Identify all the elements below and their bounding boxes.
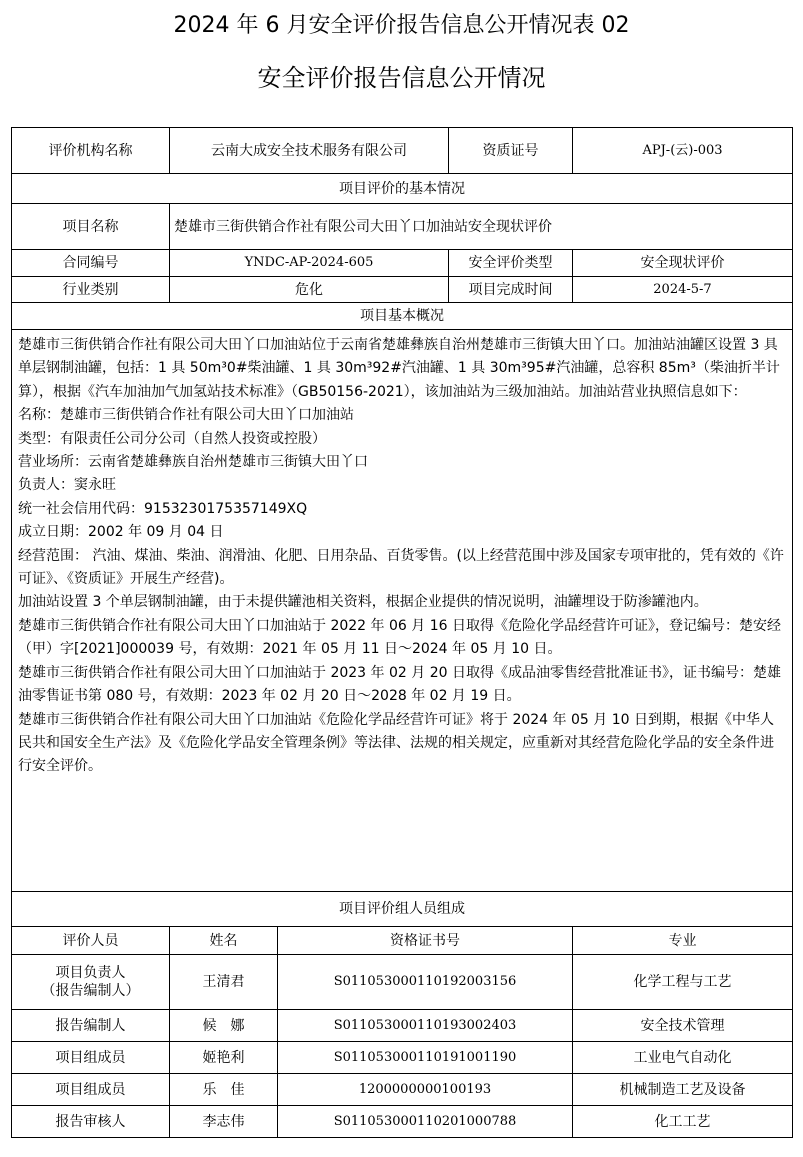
team-name: 乐 佳 — [170, 1074, 278, 1106]
overview-paragraph: 类型：有限责任公司分公司（自然人投资或控股） — [18, 430, 326, 447]
project-name-label: 项目名称 — [12, 204, 170, 250]
team-major: 工业电气自动化 — [573, 1042, 793, 1074]
org-value: 云南大成安全技术服务有限公司 — [170, 128, 449, 174]
column-header: 评价人员 — [12, 927, 170, 955]
contract-value: YNDC-AP-2024-605 — [170, 250, 449, 277]
team-major: 安全技术管理 — [573, 1010, 793, 1042]
team-cert: S011053000110201000788 — [278, 1106, 573, 1138]
team-name: 李志伟 — [170, 1106, 278, 1138]
team-name: 王清君 — [170, 955, 278, 1010]
team-role: 报告审核人 — [12, 1106, 170, 1138]
overview-paragraph: 楚雄市三街供销合作社有限公司大田丫口加油站《危险化学品经营许可证》将于 2024 年 05 月 10 日到期，根据《中华人民共和国安全生产法》及《危险化学品安全管理条例》等法律、法规的相关规定，应重新对其经营危险化学品的安全条件进行安全评价。 — [18, 711, 774, 775]
basic-section-header: 项目评价的基本情况 — [12, 174, 793, 204]
team-cert: 1200000000100193 — [278, 1074, 573, 1106]
team-header-row — [12, 927, 793, 955]
disclosure-table — [11, 127, 793, 1138]
team-major: 机械制造工艺及设备 — [573, 1074, 793, 1106]
project-name-row — [12, 204, 793, 250]
team-role: 项目组成员 — [12, 1074, 170, 1106]
overview-paragraph: 统一社会信用代码：915323017535714​9XQ — [18, 500, 308, 517]
team-role: 项目负责人 （报告编制人） — [12, 955, 170, 1010]
column-header: 专业 — [573, 927, 793, 955]
table-row — [12, 955, 793, 1010]
eval-type-label: 安全评价类型 — [449, 250, 573, 277]
page-title: 2024 年 6 月安全评价报告信息公开情况表 02 — [173, 13, 630, 38]
overview-paragraph: 成立日期：2002 年 09 月 04 日 — [18, 524, 224, 541]
team-role: 报告编制人 — [12, 1010, 170, 1042]
contract-row — [12, 250, 793, 277]
table-row — [12, 1010, 793, 1042]
cert-label: 资质证号 — [449, 128, 573, 174]
table-row — [12, 1074, 793, 1106]
overview-paragraph: 负责人：窦永旺 — [18, 477, 116, 494]
org-label: 评价机构名称 — [12, 128, 170, 174]
industry-row — [12, 277, 793, 303]
overview-body — [12, 330, 793, 892]
overview-paragraph: 楚雄市三街供销合作社有限公司大田丫口加油站位于云南省楚雄彝族自治州楚雄市三街镇大田丫口。加油站油罐区设置 3 具单层钢制油罐，包括：1 具 50m³0#柴油罐、1 具 30m³92#汽油罐、1 具 30m³95#汽油罐，总容积 85m³（柴油折半计算），根据《汽车加油加气加氢站技术标准》（GB50156-2021），该加油站为三级加油站。加油站营业执照信息如下： — [18, 337, 780, 400]
overview-paragraph: 加油站设置 3 个单层钢制油罐，由于未提供罐池相关资料，根据企业提供的情况说明，油罐埋设于防渗罐池内。 — [18, 594, 708, 611]
team-name: 姬艳利 — [170, 1042, 278, 1074]
completion-date-label: 项目完成时间 — [449, 277, 573, 303]
team-name: 候 娜 — [170, 1010, 278, 1042]
eval-type-value: 安全现状评价 — [573, 250, 793, 277]
completion-date-value: 2024-5-7 — [573, 277, 793, 303]
project-name-value: 楚雄市三街供销合作社有限公司大田丫口加油站安全现状评价 — [170, 204, 793, 250]
overview-section-header: 项目基本概况 — [12, 303, 793, 330]
team-major: 化工工艺 — [573, 1106, 793, 1138]
page-subtitle: 安全评价报告信息公开情况 — [257, 64, 546, 92]
cert-value: APJ-(云)-003 — [573, 128, 793, 174]
table-row — [12, 1106, 793, 1138]
team-cert: S011053000110192003156 — [278, 955, 573, 1010]
overview-paragraph: 名称：楚雄市三街供销合作社有限公司大田丫口加油站 — [18, 407, 354, 424]
column-header: 资格证书号 — [278, 927, 573, 955]
overview-paragraph: 营业场所：云南省楚雄彝族自治州楚雄市三街镇大田丫口 — [18, 454, 368, 471]
industry-label: 行业类别 — [12, 277, 170, 303]
team-role: 项目组成员 — [12, 1042, 170, 1074]
org-row — [12, 128, 793, 174]
team-major: 化学工程与工艺 — [573, 955, 793, 1010]
column-header: 姓名 — [170, 927, 278, 955]
overview-paragraph: 楚雄市三街供销合作社有限公司大田丫口加油站于 2023 年 02 月 20 日取得《成品油零售经营批准证书》，证书编号：楚雄油零售证书第 080 号，有效期：2023 年 02 月 20 日～2028 年 02 月 19 日。 — [18, 664, 781, 705]
team-section-header: 项目评价组人员组成 — [12, 892, 793, 927]
industry-value: 危化 — [170, 277, 449, 303]
table-row — [12, 1042, 793, 1074]
team-cert: S011053000110191001190 — [278, 1042, 573, 1074]
team-cert: S011053000110193002403 — [278, 1010, 573, 1042]
overview-paragraph: 经营范围： 汽油、煤油、柴油、润滑油、化肥、日用杂品、百货零售。(以上经营范围中涉及国家专项审批的，凭有效的《许可证》、《资质证》开展生产经营)。 — [18, 547, 784, 588]
contract-label: 合同编号 — [12, 250, 170, 277]
overview-paragraph: 楚雄市三街供销合作社有限公司大田丫口加油站于 2022 年 06 月 16 日取得《危险化学品经营许可证》，登记编号：楚安经（甲）字[2021]000039 号，有效期：2021 年 05 月 11 日～2024 年 05 月 10 日。 — [18, 617, 781, 658]
